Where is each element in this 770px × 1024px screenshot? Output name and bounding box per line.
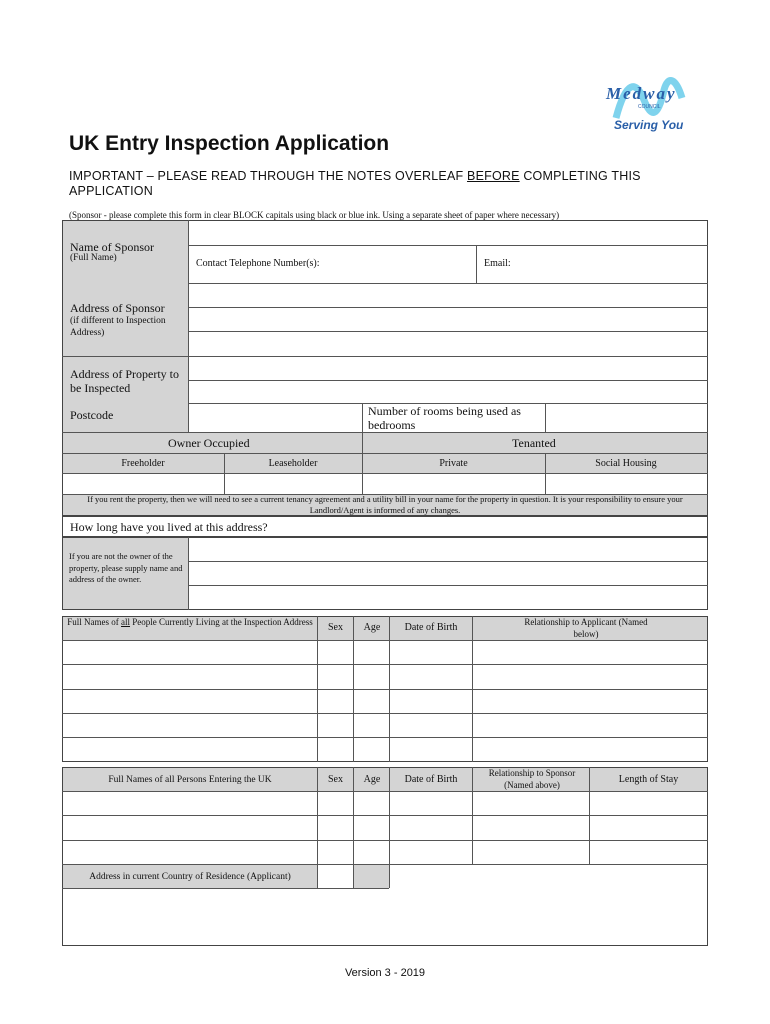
postcode-field[interactable]	[189, 404, 361, 432]
instructions: (Sponsor - please complete this form in clear BLOCK capitals using black or blue ink. Using a separate sheet of paper where necessary)	[69, 210, 560, 220]
rent-note: If you rent the property, then we will need to see a current tenancy agreement and a utility bill in your name for the property in question. It is your responsibility to ensure your Landlord/Agent is informed of any changes.	[87, 494, 683, 515]
how-long-label: How long have you lived at this address?	[70, 520, 268, 534]
applicant-address-label: Address in current Country of Residence (Applicant)	[89, 872, 291, 882]
important-notice	[69, 169, 669, 199]
social-housing-field[interactable]	[546, 474, 707, 493]
residents-row[interactable]	[63, 641, 707, 664]
rooms-label: Number of rooms being used as bedrooms	[368, 404, 521, 432]
sponsor-name-field[interactable]	[189, 221, 707, 245]
owner-details-line-1[interactable]	[189, 538, 707, 561]
important-prefix: IMPORTANT – PLEASE READ THROUGH THE NOTES OVERLEAF	[69, 169, 468, 183]
entrants-row[interactable]	[63, 841, 707, 864]
entrants-row[interactable]	[63, 816, 707, 840]
rooms-field[interactable]	[546, 404, 707, 432]
residents-sex-header: Sex	[328, 622, 343, 633]
property-address-line-2[interactable]	[189, 381, 707, 403]
residents-dob-header: Date of Birth	[404, 622, 458, 633]
contact-phone-field[interactable]	[189, 246, 475, 283]
medway-logo	[596, 70, 706, 135]
entrants-names-header: Full Names of all Persons Entering the UK	[108, 775, 272, 785]
private-label: Private	[439, 458, 468, 469]
important-underlined: BEFORE	[467, 169, 520, 183]
email-field[interactable]	[477, 246, 707, 283]
entrants-stay-header: Length of Stay	[618, 774, 679, 785]
leaseholder-field[interactable]	[225, 474, 361, 493]
owner-details-line-3[interactable]	[189, 586, 707, 609]
residents-names-header	[66, 617, 314, 629]
logo-sub: COUNCIL	[638, 104, 661, 110]
sponsor-address-sub: (if different to Inspection Address)	[70, 316, 166, 338]
property-address-line-1[interactable]	[189, 357, 707, 380]
sponsor-address-line-3[interactable]	[189, 332, 707, 356]
entrants-sex-header: Sex	[328, 774, 343, 785]
email-label: Email:	[484, 258, 511, 269]
owner-note: If you are not the owner of the property, please supply name and address of the owner.	[69, 551, 183, 584]
residents-row[interactable]	[63, 690, 707, 713]
residents-age-header: Age	[363, 622, 381, 633]
version-footer: Version 3 - 2019	[344, 967, 426, 979]
owner-occupied-label: Owner Occupied	[168, 436, 250, 450]
sponsor-address-line-2[interactable]	[189, 308, 707, 331]
property-address-label: Address of Property to be Inspected	[70, 367, 179, 395]
logo-brand: Medway	[606, 84, 677, 103]
applicant-address-field[interactable]	[63, 889, 707, 945]
residents-names-all: all	[121, 617, 131, 627]
sponsor-name-label: Name of Sponsor	[70, 240, 154, 254]
freeholder-field[interactable]	[63, 474, 223, 493]
postcode-label: Postcode	[70, 408, 114, 422]
tenanted-label: Tenanted	[512, 436, 556, 450]
residents-relationship-header: Relationship to Applicant (Named below)	[524, 617, 648, 639]
important-suffix: COMPLETING THIS APPLICATION	[69, 169, 641, 198]
residents-names-pre: Full Names of	[67, 617, 122, 627]
entrants-age-header: Age	[363, 774, 381, 785]
residents-row[interactable]	[63, 714, 707, 737]
social-housing-label: Social Housing	[595, 458, 657, 469]
entrants-row[interactable]	[63, 792, 707, 815]
logo-tagline: Serving You	[614, 118, 684, 132]
page-title: UK Entry Inspection Application	[69, 132, 390, 155]
private-field[interactable]	[363, 474, 544, 493]
leaseholder-label: Leaseholder	[268, 458, 318, 469]
entrants-dob-header: Date of Birth	[404, 774, 458, 785]
sponsor-name-sub: (Full Name)	[70, 253, 117, 263]
owner-details-line-2[interactable]	[189, 562, 707, 585]
entrants-relationship-header: Relationship to Sponsor (Named above)	[488, 768, 576, 790]
contact-phone-label: Contact Telephone Number(s):	[196, 258, 320, 269]
residents-row[interactable]	[63, 738, 707, 761]
sponsor-address-label: Address of Sponsor	[70, 301, 165, 315]
residents-row[interactable]	[63, 665, 707, 689]
residents-names-post: People Currently Living at the Inspection Address	[130, 617, 313, 627]
freeholder-label: Freeholder	[121, 458, 165, 469]
sponsor-address-line-1[interactable]	[189, 284, 707, 307]
